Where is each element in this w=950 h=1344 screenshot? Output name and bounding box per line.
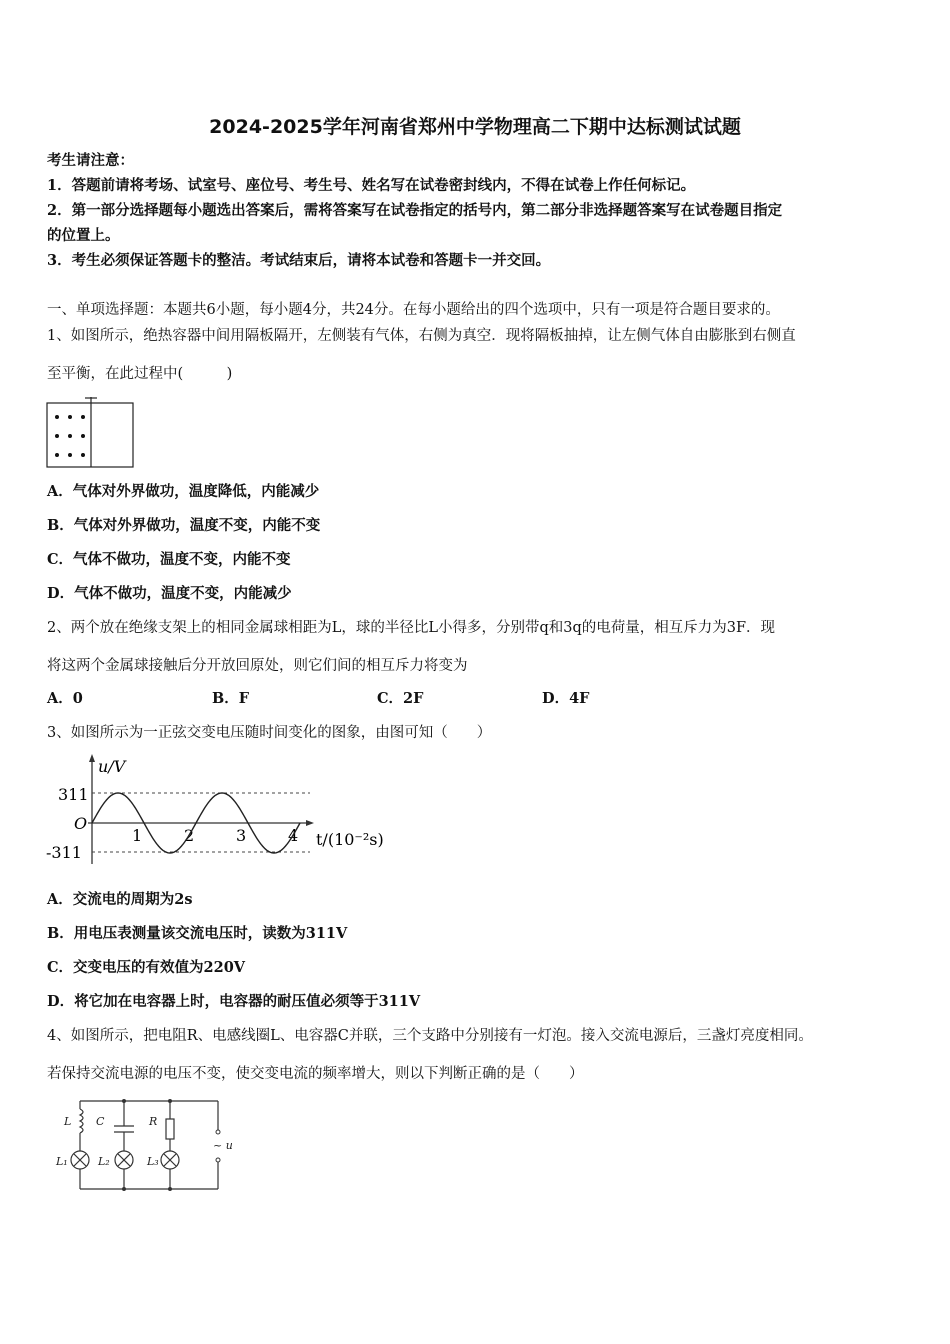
- notice-item-2-cont: 的位置上。: [47, 227, 120, 244]
- page-title: 2024-2025学年河南省郑州中学物理高二下期中达标测试试题: [209, 116, 741, 138]
- label-inductor: L: [64, 1115, 72, 1128]
- q3-option-c: C．交变电压的有效值为220V: [47, 959, 246, 976]
- y-tick-min: -311: [46, 843, 82, 862]
- q2-option-a: A．0: [47, 690, 83, 707]
- x-tick-label-1: 1: [132, 826, 143, 845]
- q3-sine-chart: [40, 752, 410, 867]
- q3-stem: 3、如图所示为一正弦交变电压随时间变化的图象，由图可知（ ）: [47, 725, 492, 741]
- q1-stem-line1: 1、如图所示，绝热容器中间用隔板隔开，左侧装有气体，右侧为真空．现将隔板抽掉，让左侧气体自由膨胀到右侧直: [47, 328, 796, 344]
- label-capacitor: C: [96, 1115, 105, 1128]
- q3-option-a: A．交流电的周期为2s: [47, 891, 193, 908]
- notice-item-1: 1．答题前请将考场、试室号、座位号、考生号、姓名写在试卷密封线内，不得在试卷上作任何标记。: [47, 177, 696, 194]
- y-axis-label: u/V: [98, 757, 126, 776]
- q1-option-d: D．气体不做功，温度不变，内能减少: [47, 585, 292, 602]
- x-tick-label-3: 3: [236, 826, 247, 845]
- y-axis-arrow: [89, 754, 95, 762]
- section-heading: 一、单项选择题：本题共6小题，每小题4分，共24分。在每小题给出的四个选项中，只有一项是符合题目要求的。: [47, 302, 780, 318]
- label-ac-source: ~ u: [213, 1139, 233, 1152]
- q3-option-b: B．用电压表测量该交流电压时，读数为311V: [47, 925, 348, 942]
- q1-option-b: B．气体对外界做功，温度不变，内能不变: [47, 517, 321, 534]
- x-tick-label-2: 2: [184, 826, 195, 845]
- x-axis-arrow: [306, 820, 314, 826]
- notice-item-2: 2．第一部分选择题每小题选出答案后，需将答案写在试卷指定的括号内，第二部分非选择题答案写在试卷题目指定: [47, 202, 783, 219]
- x-tick-label-4: 4: [288, 826, 299, 845]
- q2-stem-line1: 2、两个放在绝缘支架上的相同金属球相距为L，球的半径比L小得多，分别带q和3q的电荷量，相互斥力为3F．现: [47, 620, 776, 636]
- q2-stem-line2: 将这两个金属球接触后分开放回原处，则它们间的相互斥力将变为: [47, 658, 468, 674]
- q2-option-d: D．4F: [542, 690, 590, 707]
- label-resistor: R: [149, 1115, 158, 1128]
- q2-option-c: C．2F: [377, 690, 424, 707]
- y-tick-origin: O: [74, 814, 88, 833]
- notice-heading: 考生请注意：: [47, 152, 134, 169]
- q3-option-d: D．将它加在电容器上时，电容器的耐压值必须等于311V: [47, 993, 421, 1010]
- label-lamp-2: L₂: [98, 1155, 110, 1168]
- q1-option-a: A．气体对外界做功，温度降低，内能减少: [47, 483, 320, 500]
- q1-stem-line2: 至平衡，在此过程中( ): [47, 366, 233, 382]
- q4-circuit-figure: [50, 1095, 245, 1195]
- q2-option-b: B．F: [212, 690, 250, 707]
- label-lamp-1: L₁: [56, 1155, 68, 1168]
- q4-stem-line1: 4、如图所示，把电阻R、电感线圈L、电容器C并联，三个支路中分别接有一灯泡。接入交流电源后，三盏灯亮度相同。: [47, 1028, 813, 1044]
- y-tick-max: 311: [58, 785, 89, 804]
- label-lamp-3: L₃: [147, 1155, 159, 1168]
- q4-stem-line2: 若保持交流电源的电压不变，使交变电流的频率增大，则以下判断正确的是（ ）: [47, 1066, 584, 1082]
- q1-container-figure: [45, 395, 137, 471]
- q1-option-c: C．气体不做功，温度不变，内能不变: [47, 551, 291, 568]
- notice-item-3: 3．考生必须保证答题卡的整洁。考试结束后，请将本试卷和答题卡一并交回。: [47, 252, 551, 269]
- x-axis-label: t/(10⁻²s): [316, 830, 384, 849]
